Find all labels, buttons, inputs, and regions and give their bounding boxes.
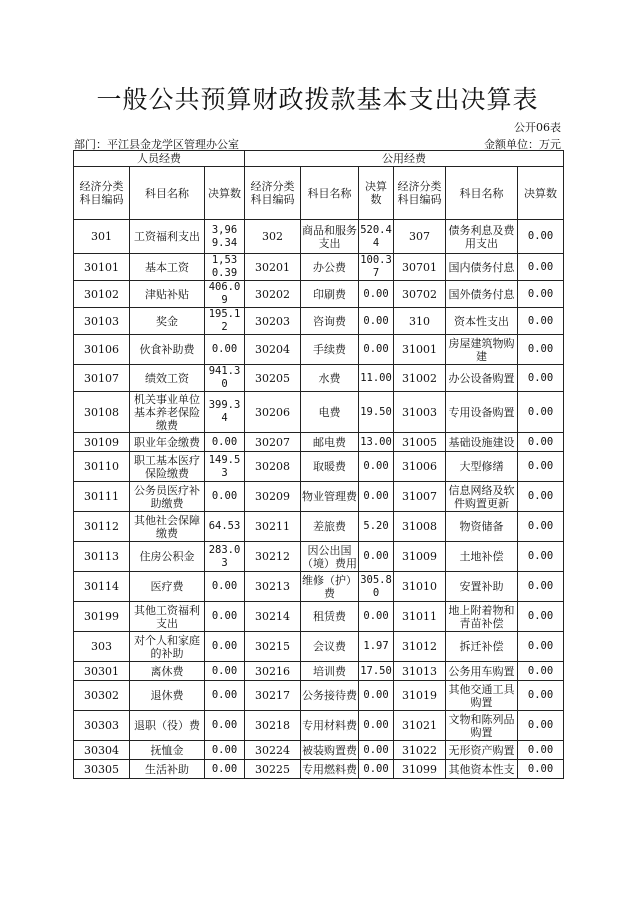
name-cell: 退休费	[130, 681, 205, 711]
table-row	[74, 711, 564, 741]
name-cell: 机关事业单位基本养老保险缴费	[130, 392, 205, 433]
amount-cell: 0.00	[205, 711, 245, 741]
code-cell: 30199	[74, 602, 130, 632]
name-cell: 基础设施建设	[446, 433, 518, 452]
code-cell: 30302	[74, 681, 130, 711]
table-row	[74, 308, 564, 335]
code-cell: 30206	[245, 392, 301, 433]
name-cell: 差旅费	[301, 512, 359, 542]
table-row	[74, 741, 564, 760]
amount-cell: 0.00	[359, 335, 394, 365]
name-cell: 咨询费	[301, 308, 359, 335]
code-cell: 30113	[74, 542, 130, 572]
table-row	[74, 335, 564, 365]
name-cell: 公务接待费	[301, 681, 359, 711]
amount-cell: 0.00	[359, 711, 394, 741]
amount-cell: 19.50	[359, 392, 394, 433]
amount-cell: 0.00	[518, 452, 564, 482]
code-cell: 30218	[245, 711, 301, 741]
amount-cell: 0.00	[518, 365, 564, 392]
amount-cell: 0.00	[518, 572, 564, 602]
code-cell: 30107	[74, 365, 130, 392]
code-cell: 30303	[74, 711, 130, 741]
code-cell: 30106	[74, 335, 130, 365]
code-cell: 30304	[74, 741, 130, 760]
table-row	[74, 760, 564, 779]
name-cell: 债务利息及费用支出	[446, 220, 518, 254]
code-cell: 30201	[245, 254, 301, 281]
name-cell: 医疗费	[130, 572, 205, 602]
table-row	[74, 602, 564, 632]
name-cell: 专用燃料费	[301, 760, 359, 779]
amount-cell: 13.00	[359, 433, 394, 452]
amount-cell: 17.50	[359, 662, 394, 681]
amount-cell: 0.00	[205, 681, 245, 711]
name-cell: 商品和服务支出	[301, 220, 359, 254]
name-cell: 物业管理费	[301, 482, 359, 512]
name-cell: 住房公积金	[130, 542, 205, 572]
name-cell: 国外债务付息	[446, 281, 518, 308]
amount-cell: 0.00	[518, 482, 564, 512]
code-cell: 30213	[245, 572, 301, 602]
code-cell: 31006	[394, 452, 446, 482]
name-cell: 拆迁补偿	[446, 632, 518, 662]
amount-cell: 520.44	[359, 220, 394, 254]
amount-cell: 0.00	[359, 681, 394, 711]
name-cell: 邮电费	[301, 433, 359, 452]
name-cell: 取暖费	[301, 452, 359, 482]
amount-cell: 0.00	[205, 572, 245, 602]
amount-cell: 100.37	[360, 254, 392, 279]
amount-cell: 1,530.39	[205, 254, 245, 281]
amount-cell: 399.34	[205, 392, 245, 433]
code-cell: 30109	[74, 433, 130, 452]
table-row	[74, 220, 564, 254]
name-cell: 对个人和家庭的补助	[130, 632, 205, 662]
code-cell: 30102	[74, 281, 130, 308]
amount-cell: 406.09	[205, 281, 245, 308]
code-cell: 303	[74, 632, 130, 662]
name-header: 科目名称	[446, 167, 518, 220]
table-row	[74, 542, 564, 572]
name-cell: 伙食补助费	[130, 335, 205, 365]
amount-cell: 5.20	[359, 512, 394, 542]
amount-cell: 0.00	[518, 662, 564, 681]
name-cell: 津贴补贴	[130, 281, 205, 308]
code-cell: 301	[74, 220, 130, 254]
form-number: 公开06表	[514, 121, 561, 134]
name-cell: 资本性支出	[446, 308, 518, 335]
amount-cell: 0.00	[359, 308, 394, 335]
name-cell: 其他交通工具购置	[446, 681, 518, 711]
amount-cell: 0.00	[359, 602, 394, 632]
code-cell: 31021	[394, 711, 446, 741]
code-cell: 30203	[245, 308, 301, 335]
amount-cell: 0.00	[359, 760, 394, 779]
amount-header: 决算数	[205, 167, 245, 220]
code-header: 经济分类科目编码	[245, 167, 301, 220]
table-row	[74, 365, 564, 392]
amount-cell: 0.00	[205, 602, 245, 632]
name-cell: 公务用车购置	[446, 662, 518, 681]
name-cell: 维修（护）费	[302, 573, 358, 600]
amount-cell: 0.00	[518, 335, 564, 365]
expenditure-table	[73, 150, 564, 779]
name-cell: 办公设备购置	[446, 365, 518, 392]
amount-cell: 0.00	[518, 392, 564, 433]
name-cell: 专用材料费	[301, 711, 359, 741]
code-cell: 31013	[394, 662, 446, 681]
code-cell: 31001	[394, 335, 446, 365]
code-cell: 302	[245, 220, 301, 254]
table-row	[74, 572, 564, 602]
amount-header: 决算数	[518, 167, 564, 220]
name-cell: 其他社会保障缴费	[130, 512, 205, 542]
code-cell: 30108	[74, 392, 130, 433]
amount-cell: 0.00	[518, 433, 564, 452]
name-cell: 大型修缮	[446, 452, 518, 482]
table-row	[74, 254, 564, 281]
amount-cell: 149.53	[205, 452, 245, 482]
code-cell: 30305	[74, 760, 130, 779]
amount-cell: 195.12	[205, 308, 245, 335]
amount-cell: 0.00	[359, 452, 394, 482]
table-row	[74, 681, 564, 711]
table-row	[74, 452, 564, 482]
name-cell: 工资福利支出	[130, 220, 205, 254]
name-cell: 抚恤金	[130, 741, 205, 760]
name-cell: 培训费	[301, 662, 359, 681]
amount-cell: 305.80	[359, 572, 394, 602]
amount-cell: 64.53	[205, 512, 245, 542]
amount-cell: 0.00	[359, 281, 394, 308]
amount-cell: 0.00	[205, 632, 245, 662]
code-cell: 31007	[394, 482, 446, 512]
code-cell: 30101	[74, 254, 130, 281]
code-cell: 30112	[74, 512, 130, 542]
amount-cell: 0.00	[518, 602, 564, 632]
amount-cell: 941.30	[205, 365, 245, 392]
name-cell: 离休费	[130, 662, 205, 681]
name-cell: 安置补助	[446, 572, 518, 602]
code-cell: 30205	[245, 365, 301, 392]
code-cell: 30702	[394, 281, 446, 308]
amount-cell: 0.00	[205, 760, 245, 779]
code-cell: 30209	[245, 482, 301, 512]
amount-cell: 0.00	[518, 760, 564, 779]
amount-cell: 0.00	[359, 741, 394, 760]
name-header: 科目名称	[130, 167, 205, 220]
amount-cell: 0.00	[359, 482, 394, 512]
code-cell: 310	[394, 308, 446, 335]
name-cell: 生活补助	[130, 760, 205, 779]
amount-cell: 1.97	[359, 632, 394, 662]
name-cell: 手续费	[301, 335, 359, 365]
code-cell: 30214	[245, 602, 301, 632]
name-cell: 公务员医疗补助缴费	[130, 482, 205, 512]
name-cell: 办公费	[301, 254, 359, 281]
name-cell: 土地补偿	[446, 542, 518, 572]
code-cell: 31010	[394, 572, 446, 602]
code-cell: 30103	[74, 308, 130, 335]
amount-cell: 0.00	[518, 632, 564, 662]
table-row	[74, 433, 564, 452]
amount-header: 决算数	[359, 167, 394, 220]
unit-label: 金额单位：万元	[484, 138, 561, 151]
code-cell: 307	[394, 220, 446, 254]
name-cell: 会议费	[301, 632, 359, 662]
code-cell: 30217	[245, 681, 301, 711]
name-header: 科目名称	[301, 167, 359, 220]
code-cell: 30202	[245, 281, 301, 308]
code-cell: 31022	[394, 741, 446, 760]
name-cell: 水费	[301, 365, 359, 392]
name-cell: 国内债务付息	[446, 254, 518, 281]
name-cell: 无形资产购置	[446, 741, 518, 760]
name-cell: 物资储备	[446, 512, 518, 542]
amount-cell: 0.00	[518, 281, 564, 308]
department-label: 部门：平江县金龙学区管理办公室	[74, 138, 239, 151]
amount-cell: 0.00	[518, 220, 564, 254]
name-cell: 其他资本性支	[446, 760, 518, 779]
code-header: 经济分类科目编码	[394, 167, 446, 220]
amount-cell: 283.03	[205, 542, 245, 572]
code-cell: 31005	[394, 433, 446, 452]
name-cell: 专用设备购置	[446, 392, 518, 433]
code-cell: 30204	[245, 335, 301, 365]
name-cell: 职业年金缴费	[130, 433, 205, 452]
name-cell: 退职（役）费	[130, 711, 205, 741]
code-cell: 30114	[74, 572, 130, 602]
code-cell: 30224	[245, 741, 301, 760]
table-row	[74, 512, 564, 542]
name-cell: 房屋建筑物购建	[446, 335, 518, 365]
amount-cell: 0.00	[518, 741, 564, 760]
code-cell: 30207	[245, 433, 301, 452]
amount-cell: 0.00	[518, 542, 564, 572]
code-cell: 31008	[394, 512, 446, 542]
amount-cell: 0.00	[205, 741, 245, 760]
table-row	[74, 632, 564, 662]
public-expense-header: 公用经费	[245, 151, 564, 167]
code-cell: 31002	[394, 365, 446, 392]
name-cell: 印刷费	[301, 281, 359, 308]
name-cell: 地上附着物和青苗补偿	[446, 602, 518, 632]
code-cell: 30216	[245, 662, 301, 681]
name-cell: 奖金	[130, 308, 205, 335]
amount-cell: 0.00	[359, 542, 394, 572]
amount-cell: 3,969.34	[205, 220, 245, 254]
name-cell: 租赁费	[301, 602, 359, 632]
code-cell: 30110	[74, 452, 130, 482]
name-cell: 基本工资	[130, 254, 205, 281]
code-header: 经济分类科目编码	[74, 167, 130, 220]
name-cell: 电费	[301, 392, 359, 433]
code-cell: 30215	[245, 632, 301, 662]
code-cell: 30701	[394, 254, 446, 281]
name-cell: 文物和陈列品购置	[446, 711, 518, 741]
amount-cell: 0.00	[518, 681, 564, 711]
code-cell: 30225	[245, 760, 301, 779]
code-cell: 31019	[394, 681, 446, 711]
code-cell: 31003	[394, 392, 446, 433]
table-row	[74, 662, 564, 681]
amount-cell: 0.00	[205, 335, 245, 365]
amount-cell: 0.00	[518, 254, 564, 281]
personnel-expense-header: 人员经费	[74, 151, 245, 167]
code-cell: 31099	[394, 760, 446, 779]
name-cell: 职工基本医疗保险缴费	[130, 452, 205, 482]
table-row	[74, 482, 564, 512]
amount-cell: 11.00	[359, 365, 394, 392]
amount-cell: 0.00	[205, 482, 245, 512]
code-cell: 30111	[74, 482, 130, 512]
code-cell: 30211	[245, 512, 301, 542]
name-cell: 因公出国（境）费用	[302, 543, 358, 570]
code-cell: 31012	[394, 632, 446, 662]
page-title: 一般公共预算财政拨款基本支出决算表	[96, 85, 539, 114]
amount-cell: 0.00	[205, 433, 245, 452]
amount-cell: 0.00	[518, 512, 564, 542]
code-cell: 30212	[245, 542, 301, 572]
code-cell: 30208	[245, 452, 301, 482]
name-cell: 绩效工资	[130, 365, 205, 392]
name-cell: 其他工资福利支出	[130, 602, 205, 632]
table-row	[74, 281, 564, 308]
code-cell: 31011	[394, 602, 446, 632]
amount-cell: 0.00	[205, 662, 245, 681]
name-cell: 信息网络及软件购置更新	[446, 482, 518, 512]
table-row	[74, 392, 564, 433]
amount-cell: 0.00	[518, 711, 564, 741]
code-cell: 30301	[74, 662, 130, 681]
code-cell: 31009	[394, 542, 446, 572]
name-cell: 被装购置费	[301, 741, 359, 760]
amount-cell: 0.00	[518, 308, 564, 335]
